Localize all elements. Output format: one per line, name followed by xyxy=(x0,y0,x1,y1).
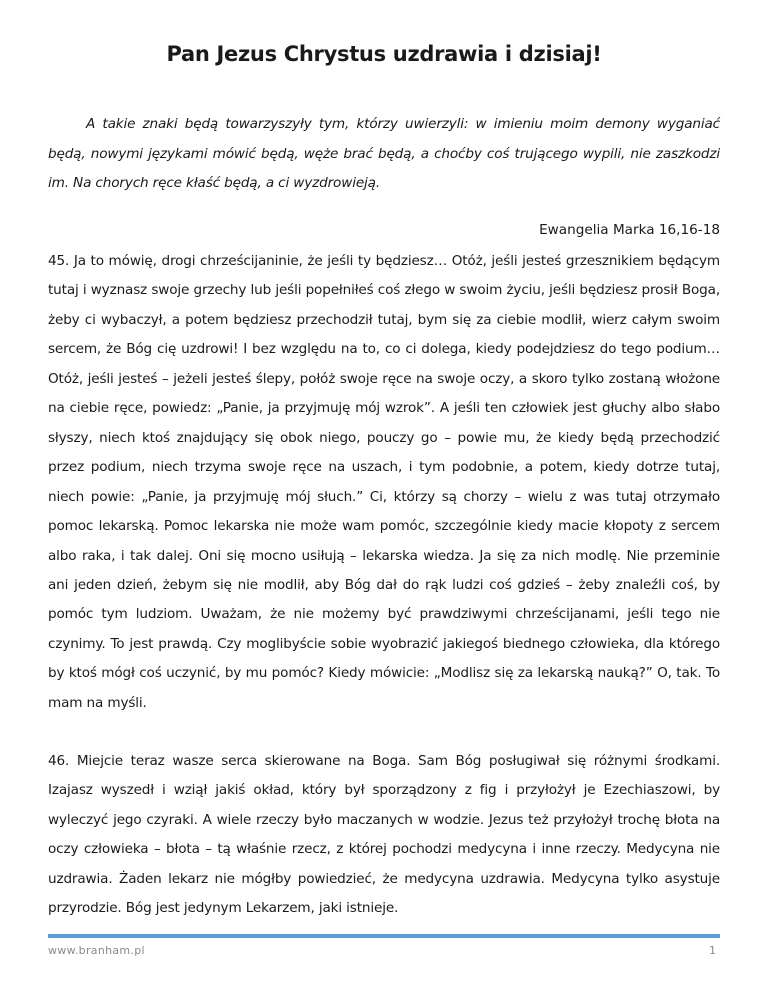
footer-website: www.branham.pl xyxy=(48,944,145,957)
paragraph-45: 45. Ja to mówię, drogi chrześcijaninie, że jeśli ty będziesz… Otóż, jeśli jesteś grzesznikiem będącym tutaj i wyznasz swoje grzechy lub jeśli popełniłeś coś złego w swoim życiu, jeśli będziesz prosił Boga, żeby ci wybaczył, a potem będziesz przechodził tutaj, bym się za ciebie modlił, wierz całym swoim sercem, że Bóg cię uzdrowi! I bez względu na to, co ci dolega, kiedy podejdziesz do tego podium… Otóż, jeśli jesteś – jeżeli jesteś ślepy, połóż swoje ręce na swoje oczy, a skoro tylko zostaną włożone na ciebie ręce, powiedz: „Panie, ja przyjmuję mój wzrok”. A jeśli ten człowiek jest głuchy albo słabo słyszy, niech ktoś znajdujący się obok niego, pouczy go – powie mu, że kiedy będą przechodzić przez podium, niech trzyma swoje ręce na uszach, i tym podobnie, a potem, kiedy dotrze tutaj, niech powie: „Panie, ja przyjmuję mój słuch.” Ci, którzy są chorzy – wielu z was tutaj otrzymało pomoc lekarską. Pomoc lekarska nie może wam pomóc, szczególnie kiedy macie kłopoty z sercem albo raka, i tak dalej. Oni się mocno usiłują – lekarska wiedza. Ja się za nich modlę. Nie przeminie ani jeden dzień, żebym się nie modlił, aby Bóg dał do rąk ludzi coś gdzieś – żeby znaleźli coś, by pomóc tym ludziom. Uważam, że nie możemy być prawdziwymi chrześcijanami, jeśli tego nie czynimy. To jest prawdą. Czy moglibyście sobie wyobrazić jakiegoś biednego człowieka, dla którego by ktoś mógł coś uczynić, by mu pomóc? Kiedy mówicie: „Modlisz się za lekarską nauką?” O, tak. To mam na myśli. xyxy=(48,253,720,711)
footer-divider xyxy=(48,934,720,938)
page-number: 1 xyxy=(709,944,716,957)
scripture-source: Ewangelia Marka 16,16-18 xyxy=(539,222,720,238)
scripture-quote: A takie znaki będą towarzyszyły tym, którzy uwierzyli: w imieniu moim demony wyganiać będą, nowymi językami mówić będą, węże brać będą, a choćby coś trującego wypili, nie zaszkodzi im. Na chorych ręce kłaść będą, a ci wyzdrowieją. xyxy=(48,116,720,191)
paragraph-46: 46. Miejcie teraz wasze serca skierowane na Boga. Sam Bóg posługiwał się różnymi środkami. Izajasz wyszedł i wziął jakiś okład, który był sporządzony z fig i przyłożył je Ezechiaszowi, by wyleczyć jego czyraki. A wiele rzeczy było maczanych w wodzie. Jezus też przyłożył trochę błota na oczy człowieka – błota – tą właśnie rzecz, z której pochodzi medycyna i inne rzeczy. Medycyna nie uzdrawia. Żaden lekarz nie mógłby powiedzieć, że medycyna uzdrawia. Medycyna tylko asystuje przyrodzie. Bóg jest jedynym Lekarzem, jaki istnieje. xyxy=(48,753,720,917)
page-title: Pan Jezus Chrystus uzdrawia i dzisiaj! xyxy=(166,42,602,66)
document-page xyxy=(48,0,720,994)
